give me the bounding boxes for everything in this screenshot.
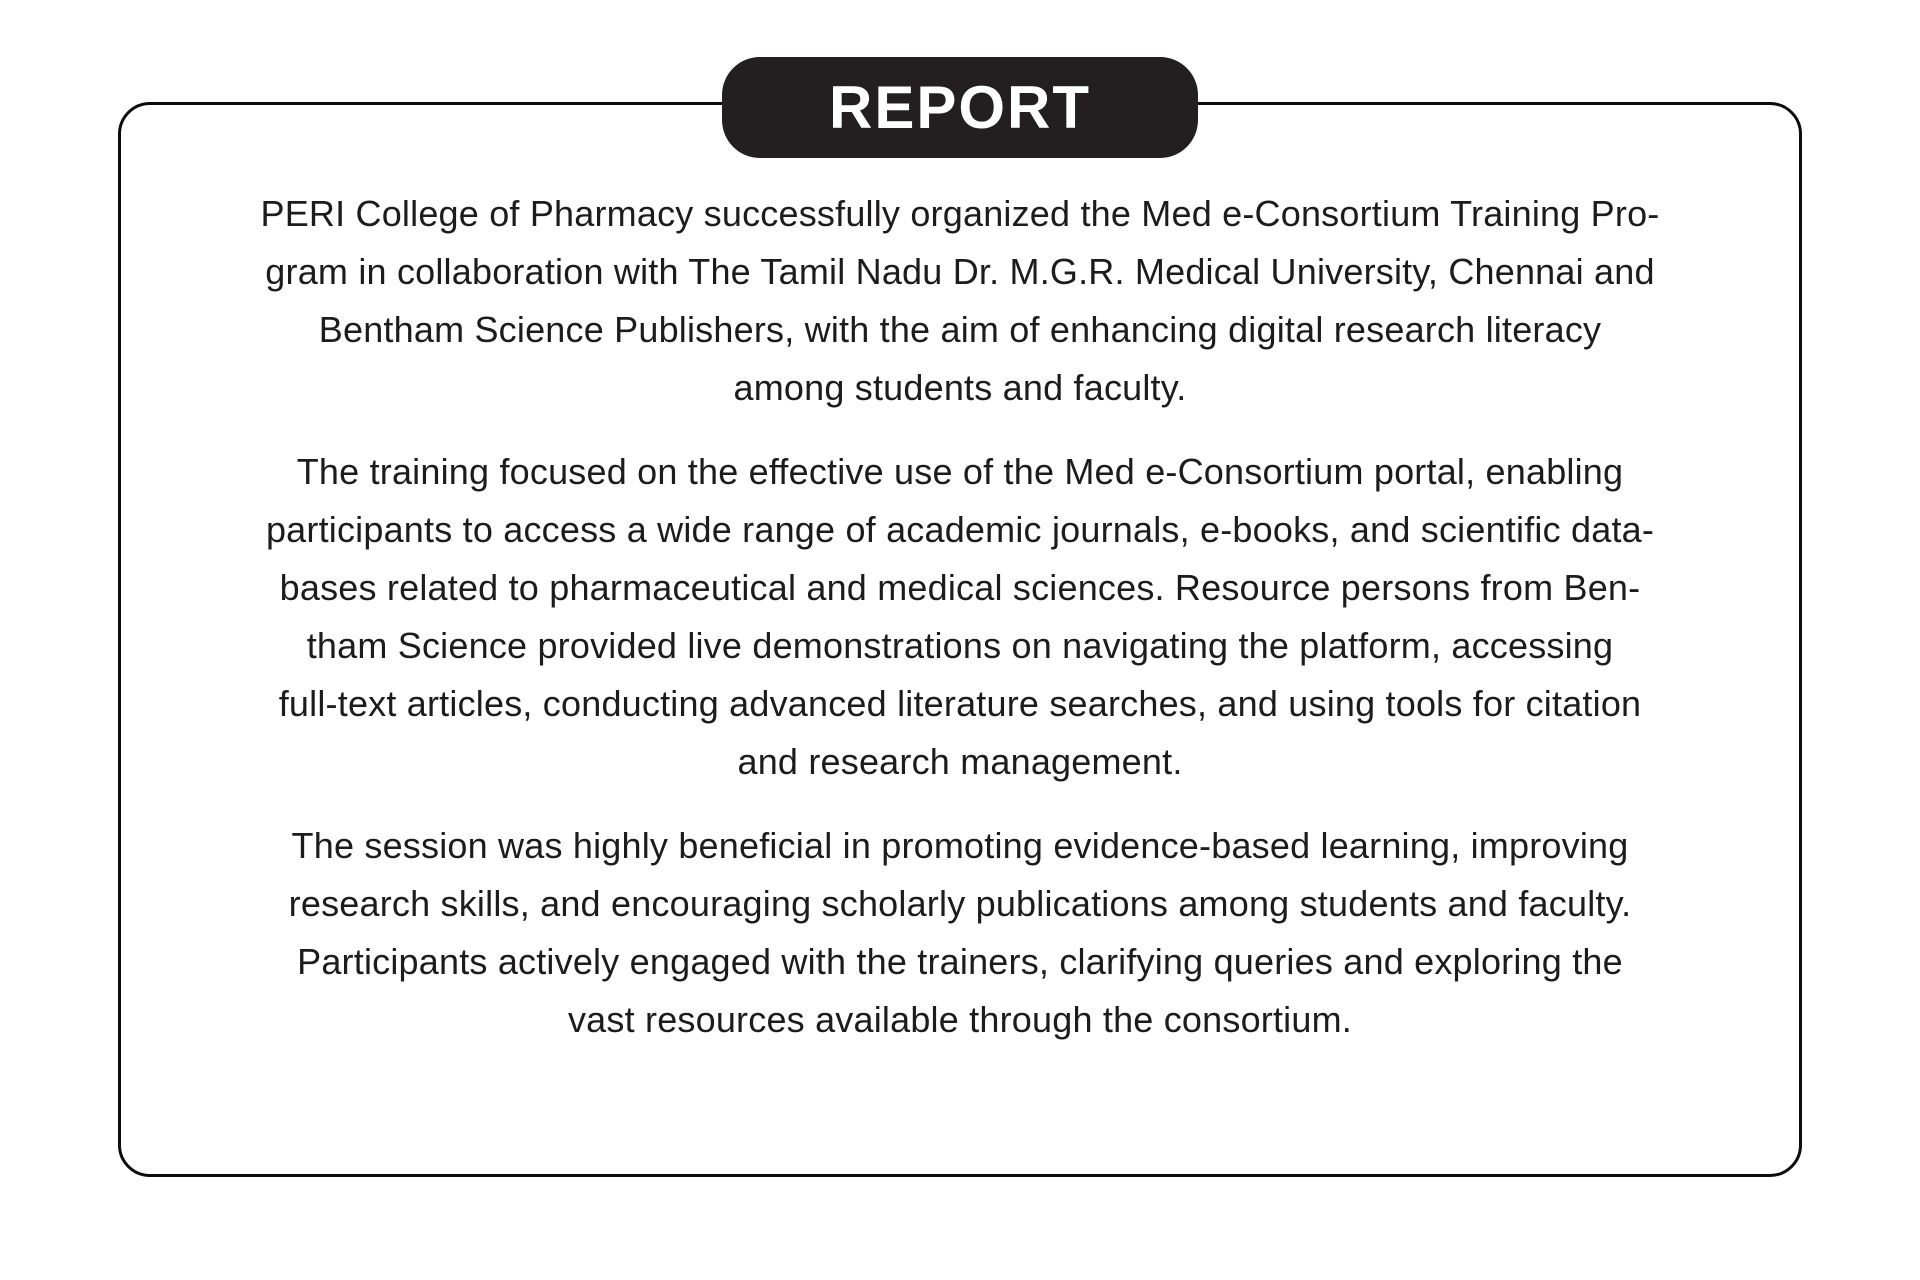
report-card bbox=[118, 102, 1802, 1177]
report-paragraph bbox=[155, 185, 1765, 417]
report-line: among students and faculty. bbox=[733, 367, 1187, 408]
report-line: The session was highly beneficial in promoting evidence-based learning, improving bbox=[291, 825, 1629, 866]
report-line: vast resources available through the consortium. bbox=[567, 999, 1352, 1040]
report-badge-label: REPORT bbox=[828, 73, 1092, 141]
report-paragraph bbox=[155, 817, 1765, 1049]
report-badge bbox=[722, 57, 1198, 158]
report-body bbox=[121, 105, 1799, 1075]
report-line: full-text articles, conducting advanced literature searches, and using tools for citation bbox=[278, 683, 1642, 724]
report-line: PERI College of Pharmacy successfully organized the Med e-Consortium Training Pro- bbox=[260, 193, 1660, 234]
report-line: bases related to pharmaceutical and medical sciences. Resource persons from Ben- bbox=[279, 567, 1641, 608]
report-line: research skills, and encouraging scholarly publications among students and faculty. bbox=[288, 883, 1632, 924]
report-line: The training focused on the effective use of the Med e-Consortium portal, enabling bbox=[296, 451, 1624, 492]
report-line: participants to access a wide range of academic journals, e-books, and scientific data- bbox=[265, 509, 1655, 550]
report-line: gram in collaboration with The Tamil Nadu Dr. M.G.R. Medical University, Chennai and bbox=[265, 251, 1655, 292]
report-line: and research management. bbox=[737, 741, 1183, 782]
report-line: Participants actively engaged with the trainers, clarifying queries and exploring the bbox=[297, 941, 1623, 982]
report-paragraph bbox=[155, 443, 1765, 791]
report-line: tham Science provided live demonstrations on navigating the platform, accessing bbox=[306, 625, 1614, 666]
report-line: Bentham Science Publishers, with the aim of enhancing digital research literacy bbox=[318, 309, 1602, 350]
